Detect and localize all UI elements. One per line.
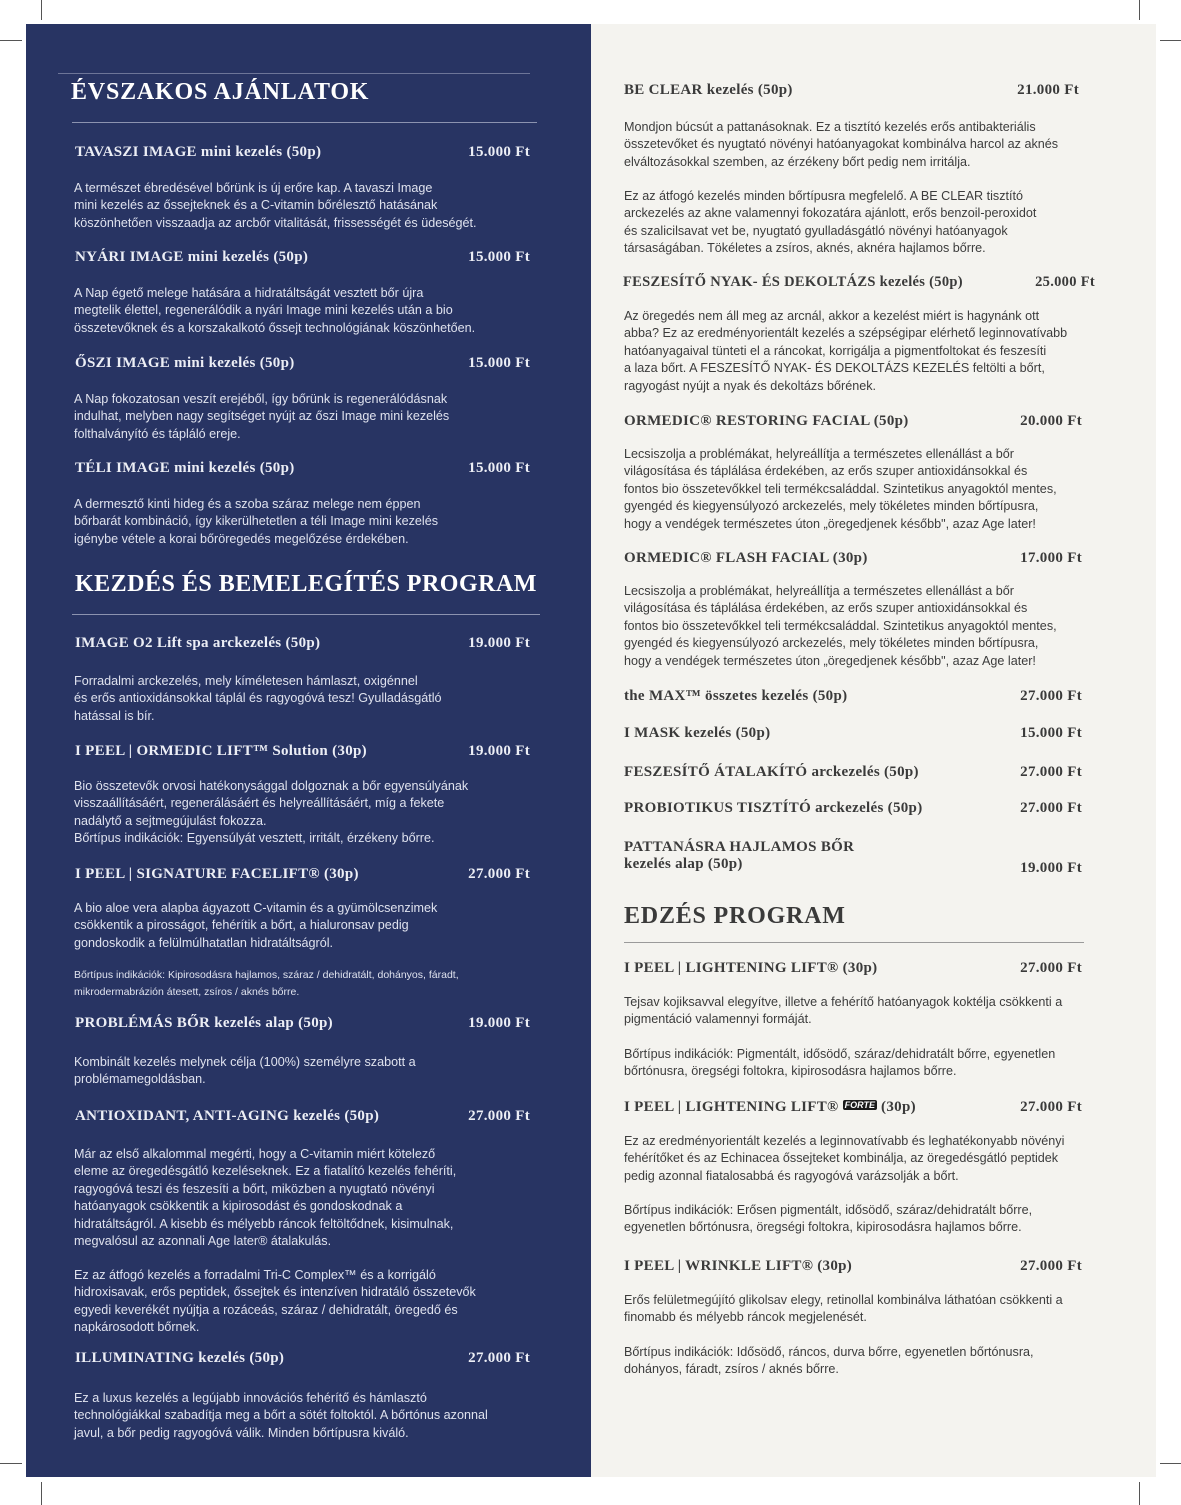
treatment-header [624, 1258, 1082, 1275]
treatment-description: Lecsiszolja a problémákat, helyreállítja a természetes ellenállást a bőr világosítása és táplálása érdekében, az erős szuper antioxidánsokkal és fontos bio összetevőkkel teli termékcsaláddal. Szintetikus anyagoktól mentes, gyengéd és kiegyensúlyozó arckezelés, mely tökéletes minden bőrtípusra, hogy a vendégek természetes úton „öregedjenek később", azaz Age later! [624, 447, 1057, 531]
treatment-name: I PEEL | SIGNATURE FACELIFT® (30p) [75, 866, 359, 882]
treatment-price: 27.000 Ft [468, 1108, 530, 1124]
treatment-header [624, 764, 1082, 781]
treatment-header [624, 688, 1082, 705]
treatment-name: FESZESÍTŐ NYAK- ÉS DEKOLTÁZS kezelés (50p) [623, 274, 963, 290]
treatment-price: 19.000 Ft [468, 743, 530, 759]
treatment-description: Már az első alkalommal megérti, hogy a C-vitamin miért kötelező eleme az öregedésgátló kezeléseknek. Ez a fiatalító kezelés fehéríti, ragyogóvá teszi és feszesíti a bőrt, miközben a nyugtató növényi hatóanyagok csökkentik a kipirosodást és gondoskodnak a hidratáltságról. A kisebb és mélyebb ráncok feltöltődnek, kisimulnak, megvalósul az azonnali Age later® átalakulás. [74, 1147, 457, 1249]
divider [72, 122, 537, 123]
treatment-description: Kombinált kezelés melynek célja (100%) személyre szabott a problémamegoldásban. [74, 1055, 416, 1087]
treatment-name: ORMEDIC® RESTORING FACIAL (50p) [624, 413, 909, 429]
treatment-header [75, 743, 530, 760]
treatment-price: 15.000 Ft [468, 144, 530, 160]
treatment-price: 27.000 Ft [1020, 764, 1082, 780]
treatment-header [624, 413, 1082, 430]
treatment-header [75, 144, 530, 161]
treatment-price: 27.000 Ft [1020, 960, 1082, 976]
treatment-name: ŐSZI IMAGE mini kezelés (50p) [75, 355, 295, 371]
treatment-name: I PEEL | LIGHTENING LIFT® (30p) [624, 960, 878, 976]
treatment-name: ANTIOXIDANT, ANTI-AGING kezelés (50p) [75, 1108, 380, 1124]
treatment-name: PROBLÉMÁS BŐR kezelés alap (50p) [75, 1015, 333, 1031]
treatment-description: A Nap égető melege hatására a hidratáltságát vesztett bőr újra megtelik élettel, regenerálódik a nyári Image mini kezelés után a bio összetevőknek és a korszakalkotó őssejt technológiának köszönhetően. [74, 286, 476, 335]
treatment-name-main: I PEEL | LIGHTENING LIFT® [624, 1099, 839, 1115]
treatment-description: Ez az átfogó kezelés minden bőrtípusra megfelelő. A BE CLEAR tisztító arckezelés az akne valamennyi fokozatára ajánlott, erős benzoil-peroxidot és szalicilsavat vet be, nyugtató gyulladásgátló növényi hatóanyagok társaságában. Tökéletes a zsíros, aknés, aknéra hajlamos bőrre. [624, 189, 1037, 256]
treatment-name: FESZESÍTŐ ÁTALAKÍTÓ arckezelés (50p) [624, 764, 919, 780]
treatment-price: 15.000 Ft [468, 355, 530, 371]
treatment-price: 21.000 Ft [1017, 82, 1079, 98]
crop-mark [41, 0, 42, 20]
treatment-header [624, 839, 1082, 877]
treatment-price: 27.000 Ft [1020, 688, 1082, 704]
treatment-description: Erős felületmegújító glikolsav elegy, retinollal kombinálva láthatóan csökkenti a finomabb és mélyebb ráncok megjelenését. [624, 1293, 1063, 1325]
treatment-price: 27.000 Ft [1020, 1099, 1082, 1115]
treatment-description: A természet ébredésével bőrünk is új erőre kap. A tavaszi Image mini kezelés az őssejteknek és a C-vitamin bőrélesztő hatásának köszönhetően visszaadja az arcbőr vitalitását, frissességét és üdeségét. [74, 181, 477, 230]
treatment-price: 15.000 Ft [468, 460, 530, 476]
section-title-start: KEZDÉS ÉS BEMELEGÍTÉS PROGRAM [75, 571, 537, 597]
section-title-seasonal: ÉVSZAKOS AJÁNLATOK [71, 79, 370, 105]
treatment-description: Ez a luxus kezelés a legújabb innovációs fehérítő és hámlasztó technológiákkal szabadítja meg a bőrt a sötét foltoktól. A bőrtónus azonnal javul, a bőr pedig ragyogóvá válik. Minden bőrtípusra kiváló. [74, 1391, 488, 1440]
treatment-header [624, 1099, 1082, 1116]
treatment-name: ORMEDIC® FLASH FACIAL (30p) [624, 550, 868, 566]
skin-type-note: Bőrtípus indikációk: Kipirosodásra hajlamos, száraz / dehidratált, dohányos, fáradt, mikrodermabrázión átesett, zsíros / aknés bőrre. [74, 969, 459, 998]
treatment-header [624, 725, 1082, 742]
treatment-description: Ez az átfogó kezelés a forradalmi Tri-C Complex™ és a korrigáló hidroxisavak, erős peptidek, őssejtek és intenzíven hidratáló összetevők egyedi keverékét nyújtja a rozáceás, száraz / dehidratált, öregedő és napkárosodott bőrnek. [74, 1268, 476, 1335]
forte-badge: FORTE [844, 1100, 875, 1110]
treatment-header [75, 635, 530, 652]
treatment-header [623, 274, 1095, 291]
treatment-name-suffix: (30p) [881, 1099, 916, 1115]
treatment-header [624, 550, 1082, 567]
treatment-name: NYÁRI IMAGE mini kezelés (50p) [75, 249, 309, 265]
crop-mark [1139, 0, 1140, 20]
divider [58, 73, 530, 74]
treatment-name-line: kezelés alap (50p) [624, 856, 743, 872]
treatment-header [75, 1350, 530, 1367]
treatment-name: BE CLEAR kezelés (50p) [624, 82, 793, 98]
treatment-price: 27.000 Ft [468, 1350, 530, 1366]
treatment-description: Lecsiszolja a problémákat, helyreállítja a természetes ellenállást a bőr világosítása és táplálása érdekében, az erős szuper antioxidánsokkal és fontos bio összetevőkkel teli termékcsaláddal. Szintetikus anyagoktól mentes, gyengéd és kiegyensúlyozó arckezelés, mely tökéletes minden bőrtípusra, hogy a vendégek természetes úton „öregedjenek később", azaz Age later! [624, 584, 1057, 668]
crop-mark [0, 40, 22, 41]
treatment-description: Bőrtípus indikációk: Idősödő, ráncos, durva bőrre, egyenetlen bőrtónusra, dohányos, fáradt, zsíros / aknés bőrre. [624, 1345, 1034, 1377]
crop-mark [0, 1463, 22, 1464]
treatment-name: PROBIOTIKUS TISZTÍTÓ arckezelés (50p) [624, 800, 923, 816]
treatment-name: TAVASZI IMAGE mini kezelés (50p) [75, 144, 322, 160]
treatment-name: IMAGE O2 Lift spa arckezelés (50p) [75, 635, 321, 651]
treatment-description: Bio összetevők orvosi hatékonysággal dolgoznak a bőr egyensúlyának visszaállításáért, regenerálásáért és helyreállításáért, míg a fekete nadálytő a sejtmegújulást fokozza. Bőrtípus indikációk: Egyensúlyát vesztett, irritált, érzékeny bőrre. [74, 779, 469, 846]
treatment-price: 20.000 Ft [1020, 413, 1082, 429]
treatment-description: Ez az eredményorientált kezelés a leginnovatívabb és leghatékonyabb növényi fehérítőket és az Echinacea őssejteket kombinálja, az öregedésgátló peptidek pedig azonnal fiatalosabbá és ragyogóvá varázsolják a bőrt. [624, 1134, 1065, 1183]
treatment-name: I PEEL | WRINKLE LIFT® (30p) [624, 1258, 853, 1274]
treatment-price: 19.000 Ft [468, 1015, 530, 1031]
treatment-price: 27.000 Ft [468, 866, 530, 882]
treatment-price: 15.000 Ft [1020, 725, 1082, 741]
treatment-price: 25.000 Ft [1035, 274, 1095, 290]
treatment-name [624, 1099, 916, 1116]
treatment-description: Tejsav kojiksavval elegyítve, illetve a fehérítő hatóanyagok koktélja csökkenti a pigmentáció valamennyi formáját. [624, 995, 1063, 1027]
crop-mark [1139, 1482, 1140, 1505]
treatment-name: I MASK kezelés (50p) [624, 725, 771, 741]
treatment-header [624, 800, 1082, 817]
treatment-price: 15.000 Ft [468, 249, 530, 265]
treatment-name: the MAX™ összetes kezelés (50p) [624, 688, 848, 704]
treatment-price: 19.000 Ft [468, 635, 530, 651]
divider [72, 614, 540, 615]
crop-mark [1160, 1463, 1181, 1464]
treatment-name: ILLUMINATING kezelés (50p) [75, 1350, 285, 1366]
treatment-header [75, 1108, 530, 1125]
treatment-header [75, 460, 530, 477]
treatment-header [75, 866, 530, 883]
treatment-description: A dermesztő kinti hideg és a szoba száraz melege nem éppen bőrbarát kombináció, így kikerülhetetlen a téli Image mini kezelés igénybe vétele a korai bőröregedés megelőzése érdekében. [74, 497, 439, 546]
crop-mark [41, 1482, 42, 1505]
treatment-header [75, 355, 530, 372]
divider [624, 942, 1084, 943]
treatment-name [624, 839, 854, 873]
treatment-name-line: PATTANÁSRA HAJLAMOS BŐR [624, 839, 855, 855]
treatment-price: 17.000 Ft [1020, 550, 1082, 566]
treatment-header [624, 960, 1082, 977]
treatment-description: Mondjon búcsút a pattanásoknak. Ez a tisztító kezelés erős antibakteriális összetevőket és nyugtató növényi hatóanyagokat kombinálva harcol az aknés elváltozásokkal szemben, az érzékeny bőrt pedig nem irritálja. [624, 120, 1059, 169]
crop-mark [1160, 40, 1181, 41]
treatment-price: 27.000 Ft [1020, 800, 1082, 816]
treatment-name: TÉLI IMAGE mini kezelés (50p) [75, 460, 295, 476]
treatment-price: 27.000 Ft [1020, 1258, 1082, 1274]
treatment-header [75, 249, 530, 266]
treatment-description: Forradalmi arckezelés, mely kíméletesen hámlaszt, oxigénnel és erős antioxidánsokkal táplál és ragyogóvá tesz! Gyulladásgátló hatással is bír. [74, 674, 442, 723]
treatment-description: Bőrtípus indikációk: Pigmentált, idősödő, száraz/dehidratált bőrre, egyenetlen bőrtónusra, öregségi foltokra, kipirosodásra hajlamos bőrre. [624, 1047, 1056, 1079]
treatment-header [75, 1015, 530, 1032]
treatment-description: A Nap fokozatosan veszít erejéből, így bőrünk is regenerálódásnak indulhat, melyben nagy segítséget nyújt az őszi Image mini kezelés folthalványító és tápláló ereje. [74, 392, 450, 441]
treatment-description: Az öregedés nem áll meg az arcnál, akkor a kezelést miért is hagynánk ott abba? Ez az eredményorientált kezelés a szépségipar elérhető leginnovatívabb hatóanyagaival tünteti el a ráncokat, korrigálja a pigmentfoltokat és feszesíti a laza bőrt. A FESZESÍTŐ NYAK- ÉS DEKOLTÁZS KEZELÉS feltölti a bőrt, ragyogást nyújt a nyak és dekoltázs bőrének. [624, 309, 1068, 393]
treatment-description: A bio aloe vera alapba ágyazott C-vitamin és a gyümölcsenzimek csökkentik a pirosságot, fehérítik a bőrt, a hialuronsav pedig gondoskodik a felülmúlhatatlan hidratáltságról. [74, 901, 438, 950]
treatment-name: I PEEL | ORMEDIC LIFT™ Solution (30p) [75, 743, 367, 759]
treatment-description: Bőrtípus indikációk: Erősen pigmentált, idősödő, száraz/dehidratált bőrre, egyenetlen bőrtónusra, öregségi foltokra, kipirosodásra hajlamos bőrre. [624, 1203, 1033, 1235]
section-title-workout: EDZÉS PROGRAM [624, 903, 846, 929]
treatment-price: 19.000 Ft [1020, 860, 1082, 876]
treatment-header [624, 82, 1079, 99]
